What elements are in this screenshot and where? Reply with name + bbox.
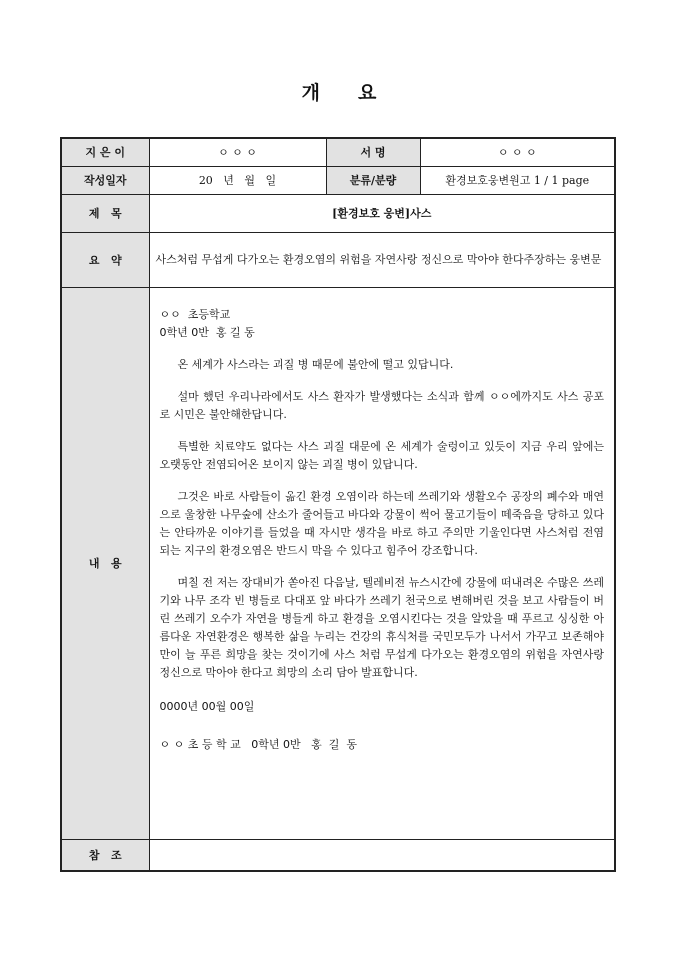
speech-signature: ㅇ ㅇ 초 등 학 교 0학년 0반 홍 길 동 <box>159 737 357 751</box>
overview-form-table <box>60 137 616 872</box>
reference-label: 참 조 <box>61 839 149 871</box>
signature-label: 서 명 <box>326 138 420 166</box>
author-value: ㅇ ㅇ ㅇ <box>149 138 326 166</box>
speech-body <box>149 287 615 839</box>
paragraph-2: 설마 했던 우리나라에서도 사스 환자가 발생했다는 소식과 함께 ㅇㅇ에까지도 사스 공포로 시민은 불안해한답니다. <box>159 389 604 421</box>
paragraph-3: 특별한 치료약도 없다는 사스 괴질 대문에 온 세계가 술렁이고 있듯이 지금 우리 앞에는 오랫동안 전염되어온 보이지 않는 괴질 병이 있답니다. <box>159 439 604 471</box>
summary-label: 요 약 <box>61 232 149 287</box>
author-label: 지 은 이 <box>61 138 149 166</box>
subject-value: [환경보호 웅변]사스 <box>149 194 615 232</box>
subject-label: 제 목 <box>61 194 149 232</box>
date-value: 20 년 월 일 <box>149 166 326 194</box>
page-title <box>0 78 680 105</box>
paragraph-4: 그것은 바로 사람들이 옮긴 환경 오염이라 하는데 쓰레기와 생활오수 공장의 폐수와 매연으로 울창한 나무숲에 산소가 줄어들고 바다와 강물이 썩어 물고기들이 떼죽음을 당하고 있다는 안타까운 이야기를 들었을 때 자시만 생각을 바로 하고 주의만 기울인다면 사스처럼 전염되는 지구의 환경오염은 반드시 막을 수 있다고 힘주어 강조합니다. <box>159 489 604 557</box>
category-value: 환경보호웅변원고 1 / 1 page <box>420 166 615 194</box>
speech-date: 0000년 00월 00일 <box>159 699 255 713</box>
student-line: 0학년 0반 홍 길 동 <box>159 325 255 339</box>
category-label: 분류/분량 <box>326 166 420 194</box>
title-char-2: 요 <box>358 82 379 104</box>
content-label: 내 용 <box>61 287 149 839</box>
reference-value <box>149 839 615 871</box>
date-label: 작성일자 <box>61 166 149 194</box>
signature-value: ㅇ ㅇ ㅇ <box>420 138 615 166</box>
paragraph-1: 온 세계가 사스라는 괴질 병 때문에 불안에 떨고 있답니다. <box>177 357 454 371</box>
school-line: ㅇㅇ 초등학교 <box>159 307 231 321</box>
paragraph-5: 며칠 전 저는 장대비가 쏟아진 다음날, 텔레비전 뉴스시간에 강물에 떠내려온 수많은 쓰레기와 나무 조각 빈 병들로 다대포 앞 바다가 쓰레기 천국으로 변해버린 것을 보고 사람들이 버린 쓰레기 오수가 자연을 병들게 하고 환경을 오염시킨다는 것을 알았을 때 푸르고 싱싱한 아름다운 자연환경은 행복한 삶을 누리는 건강의 휴식처를 국민모두가 나서서 가꾸고 보존해야만이 늘 푸른 희망을 찾는 것이기에 사스 처럼 무섭게 다가오는 환경오염의 위험을 자연사랑 정신으로 막아야 한다고 희망의 소리 담아 발표합니다. <box>159 575 604 679</box>
title-char-1: 개 <box>301 82 322 104</box>
summary-value: 사스처럼 무섭게 다가오는 환경오염의 위험을 자연사랑 정신으로 막아야 한다주장하는 웅변문 <box>149 232 615 287</box>
